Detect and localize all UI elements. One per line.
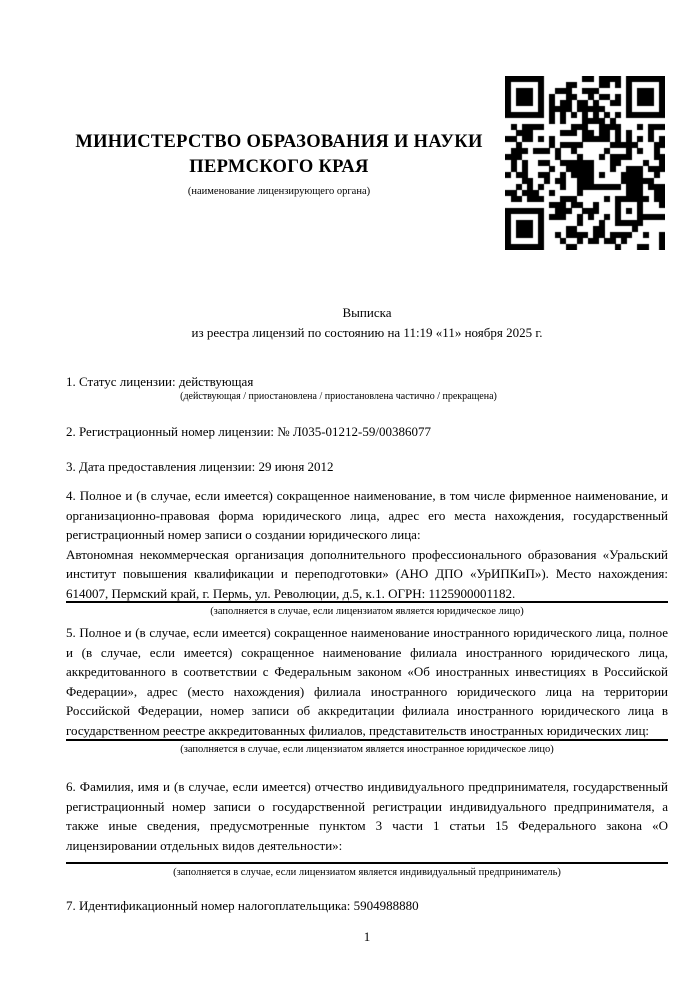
ministry-caption: (наименование лицензирующего органа): [187, 186, 371, 197]
field-legal-entity-value: Автономная некоммерческая организация дополнительного профессионального образования «Уральский институт повышения квалификации и переподготовки» (АНО ДПО «УрИПКиП»). Место нахождения: 614007, Пермский край, г. Пермь, ул. Революции, д.5, к.1. ОГРН: 1125900001182.: [66, 546, 668, 601]
field-license-status-options: (действующая / приостановлена / приостановлена частично / прекращена): [180, 391, 497, 402]
document-title-line2: из реестра лицензий по состоянию на 11:19 «11» ноября 2025 г.: [191, 325, 543, 340]
document-title-line1: Выписка: [342, 305, 392, 320]
field-individual-entrepreneur: 6. Фамилия, имя и (в случае, если имеется) отчество индивидуального предпринимателя, государственный регистрационный номер записи о государственной регистрации индивидуального предпринимателя, а также иные сведения, предусмотренные пунктом 3 части 1 статьи 15 Федерального закона «О лицензировании отдельных видов деятельности»:: [66, 779, 668, 853]
field-grant-date: 3. Дата предоставления лицензии: 29 июня 2012: [66, 459, 334, 474]
document-title: [66, 303, 668, 343]
divider: [66, 601, 668, 603]
ministry-name-line2: ПЕРМСКОГО КРАЯ: [189, 157, 369, 177]
field-legal-entity-label: 4. Полное и (в случае, если имеется) сокращенное наименование, в том числе фирменное наименование, и организационно-правовая форма юридического лица, адрес его места нахождения, государственный регистрационный номер записи о создании юридического лица:: [66, 488, 668, 542]
field-individual-entrepreneur-caption: (заполняется в случае, если лицензиатом является индивидуальный предприниматель): [173, 867, 561, 878]
field-taxpayer-number: 7. Идентификационный номер налогоплательщика: 5904988880: [66, 898, 419, 913]
field-legal-entity-caption: (заполняется в случае, если лицензиатом является юридическое лицо): [210, 606, 524, 617]
field-legal-entity: [66, 486, 668, 603]
page-number: 1: [363, 929, 371, 944]
qr-code-icon: [505, 76, 665, 250]
field-foreign-entity: 5. Полное и (в случае, если имеется) сокращенное наименование иностранного юридического лица, полное и (в случае, если имеется) сокращенное наименование филиала иностранного юридического лица, аккредитованного в соответствии с Федеральным законом «Об иностранных инвестициях в Российской Федерации», адрес (место нахождения) филиала иностранного юридического лица на территории Российской Федерации, номер записи об аккредитации филиала иностранного юридического лица в государственном реестре аккредитованных филиалов, представительств иностранных юридических лиц:: [66, 625, 668, 738]
field-foreign-entity-caption: (заполняется в случае, если лицензиатом является иностранное юридическое лицо): [180, 744, 554, 755]
ministry-name-line1: МИНИСТЕРСТВО ОБРАЗОВАНИЯ И НАУКИ: [75, 132, 483, 152]
divider: [66, 862, 668, 864]
divider: [66, 739, 668, 741]
field-registration-number: 2. Регистрационный номер лицензии: № Л035-01212-59/00386077: [66, 424, 432, 439]
field-license-status: 1. Статус лицензии: действующая: [66, 374, 254, 389]
licensing-authority-header: [40, 130, 518, 199]
